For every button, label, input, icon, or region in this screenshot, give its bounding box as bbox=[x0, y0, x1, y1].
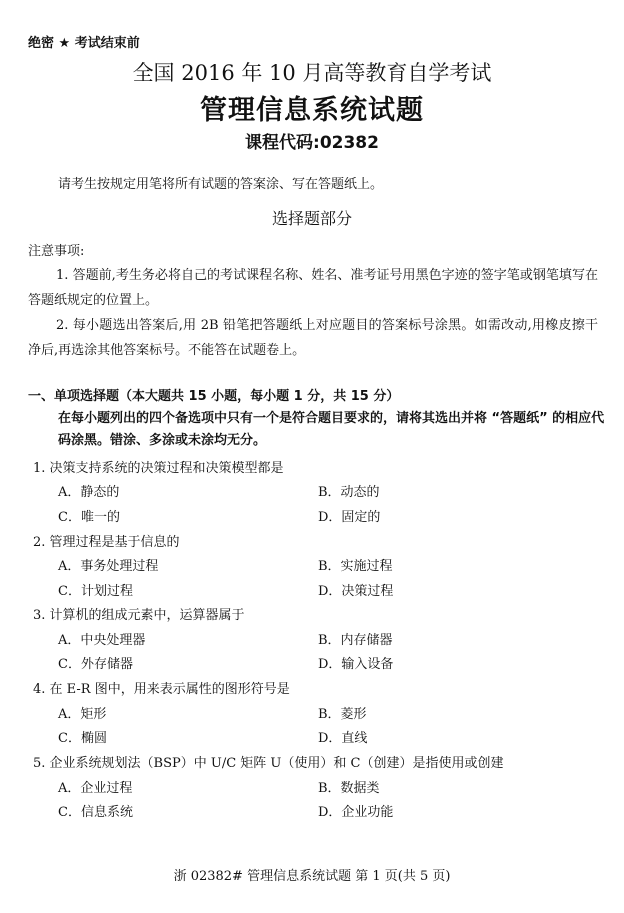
question-stem: 1. 决策支持系统的决策过程和决策模型都是 bbox=[33, 461, 284, 476]
exam-title: 全国 2016 年 10 月高等教育自学考试 bbox=[132, 61, 492, 85]
option-a: A．企业过程 bbox=[58, 781, 133, 796]
option-b: B．内存储器 bbox=[318, 633, 393, 648]
option-a: A．静态的 bbox=[58, 485, 120, 500]
answer-instruction: 请考生按规定用笔将所有试题的答案涂、写在答题纸上。 bbox=[58, 177, 384, 192]
option-c: C．信息系统 bbox=[58, 805, 133, 820]
option-d: D．输入设备 bbox=[318, 657, 394, 672]
note-item: 1. 答题前,考生务必将自己的考试课程名称、姓名、准考证号用黑色字迹的签字笔或钢笔填写在答题纸规定的位置上。 bbox=[28, 268, 598, 308]
section-description: 在每小题列出的四个备选项中只有一个是符合题目要求的，请将其选出并将 “答题纸” 的相应代码涂黑。错涂、多涂或未涂均无分。 bbox=[58, 411, 605, 448]
option-b: B．动态的 bbox=[318, 485, 380, 500]
option-c: C．计划过程 bbox=[58, 584, 133, 599]
note-item: 2. 每小题选出答案后,用 2B 铅笔把答题纸上对应题目的答案标号涂黑。如需改动,用橡皮擦干净后,再选涂其他答案标号。不能答在试题卷上。 bbox=[28, 318, 598, 358]
course-code: 课程代码:02382 bbox=[245, 133, 379, 153]
page-footer: 浙 02382# 管理信息系统试题 第 1 页(共 5 页) bbox=[173, 869, 451, 884]
option-d: D．固定的 bbox=[318, 510, 381, 525]
confidential-mark: 绝密 ★ 考试结束前 bbox=[28, 36, 140, 51]
question-stem: 4. 在 E-R 图中，用来表示属性的图形符号是 bbox=[33, 682, 290, 697]
option-d: D．直线 bbox=[318, 731, 368, 746]
option-d: D．决策过程 bbox=[318, 584, 394, 599]
question-stem: 5. 企业系统规划法（BSP）中 U/C 矩阵 U（使用）和 C（创建）是指使用或创建 bbox=[33, 756, 504, 771]
option-a: A．事务处理过程 bbox=[58, 559, 159, 574]
option-d: D．企业功能 bbox=[318, 805, 394, 820]
option-c: C．唯一的 bbox=[58, 510, 120, 525]
section-heading: 一、单项选择题（本大题共 15 小题，每小题 1 分，共 15 分） bbox=[28, 389, 400, 404]
option-b: B．实施过程 bbox=[318, 559, 393, 574]
question-stem: 2. 管理过程是基于信息的 bbox=[33, 535, 180, 550]
option-a: A．中央处理器 bbox=[58, 633, 146, 648]
notes-heading: 注意事项: bbox=[28, 244, 85, 259]
option-c: C．外存储器 bbox=[58, 657, 133, 672]
option-c: C．椭圆 bbox=[58, 731, 107, 746]
part-title: 选择题部分 bbox=[271, 209, 352, 228]
question-stem: 3. 计算机的组成元素中，运算器属于 bbox=[33, 608, 245, 623]
paper-title: 管理信息系统试题 bbox=[200, 95, 424, 126]
option-b: B．数据类 bbox=[318, 781, 380, 796]
option-a: A．矩形 bbox=[58, 707, 107, 722]
option-b: B．菱形 bbox=[318, 707, 367, 722]
